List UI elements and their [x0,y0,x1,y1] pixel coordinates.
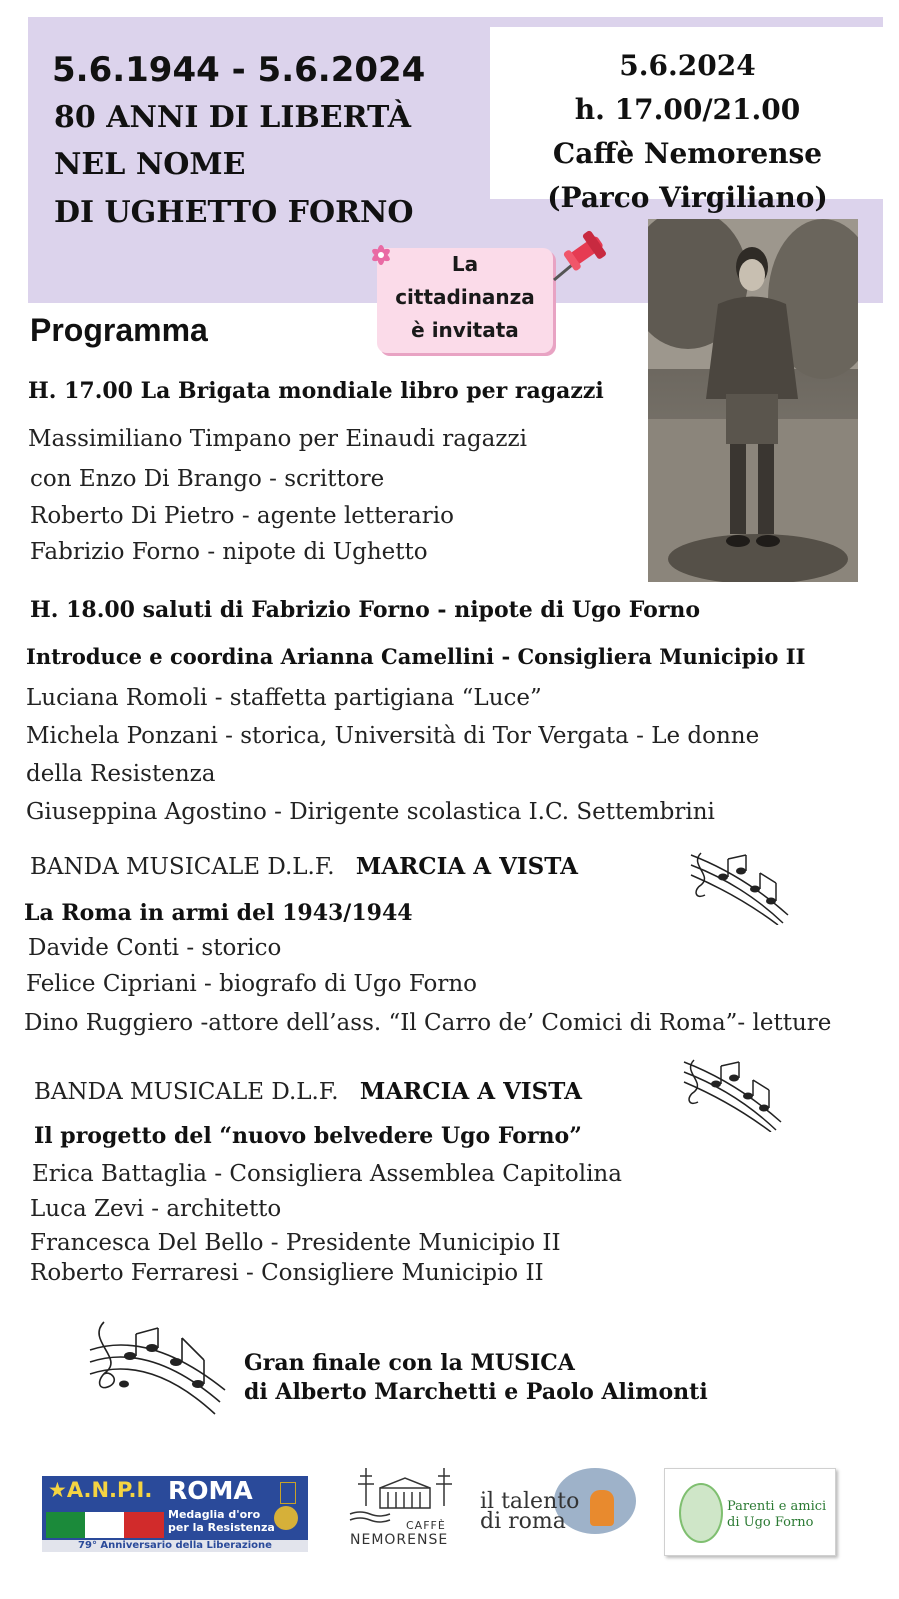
s2-line-2: Michela Ponzani - storica, Università di Tor Vergata - Le donne [26,723,760,749]
caffe-nemorense-logo [346,1466,456,1554]
anpi-star-text: ★A.N.P.I. [48,1478,153,1502]
section-2-heading: H. 18.00 saluti di Fabrizio Forno - nipote di Ugo Forno [30,597,701,623]
invite-line-2: cittadinanza [395,285,535,309]
s3-line-1: Davide Conti - storico [28,935,282,961]
band-2-name: BANDA MUSICALE D.L.F. [34,1079,339,1105]
invite-sticker [377,248,553,353]
s1-line-1: Massimiliano Timpano per Einaudi ragazzi [28,426,527,452]
music-staff-icon [80,1310,235,1420]
cat-icon [590,1490,614,1526]
flower-icon [366,240,396,270]
talento-line-2: di roma [480,1509,566,1534]
band-1-piece: MARCIA A VISTA [355,853,578,880]
s4-line-1: Erica Battaglia - Consigliera Assemblea Capitolina [32,1161,622,1187]
music-notes-icon [683,845,798,925]
s1-line-2: con Enzo Di Brango - scrittore [30,466,385,492]
music-notes-icon-2 [676,1052,791,1132]
talento-di-roma-logo [478,1468,638,1538]
invite-line-3: è invitata [411,318,519,342]
s3-line-3: Dino Ruggiero -attore dell’ass. “Il Carro de’ Comici di Roma”- letture [24,1010,832,1036]
cafe-building-icon [346,1466,456,1524]
band-2-piece: MARCIA A VISTA [359,1078,582,1105]
cafe-name: NEMORENSE [350,1532,449,1548]
section-4-heading: Il progetto del “nuovo belvedere Ugo Forno” [34,1123,582,1149]
event-date: 5.6.2024 [619,49,756,82]
program-title: Programma [30,312,208,348]
parenti-amici-logo [664,1468,836,1556]
date-range: 5.6.1944 - 5.6.2024 [52,50,426,90]
section-1-heading: H. 17.00 La Brigata mondiale libro per ragazzi [28,378,604,404]
cafe-small-label: CAFFÈ [406,1519,446,1532]
invite-line-1: La [451,252,479,276]
event-time: h. 17.00/21.00 [574,93,801,126]
section-3-heading: La Roma in armi del 1943/1944 [24,900,413,926]
finale-line-2: di Alberto Marchetti e Paolo Alimonti [244,1379,708,1405]
title-line-1: 80 ANNI DI LIBERTÀ [54,100,411,135]
anpi-medal-text [168,1508,275,1534]
title-line-2: NEL NOME [54,147,246,182]
s2-line-3: della Resistenza [26,761,216,787]
band-2 [34,1078,582,1105]
talento-text [480,1489,580,1534]
portrait-illustration [648,219,858,582]
s4-line-4: Roberto Ferraresi - Consigliere Municipio II [30,1260,544,1286]
s1-line-4: Fabrizio Forno - nipote di Ughetto [30,539,428,565]
anpi-anniversary: 79° Anniversario della Liberazione [42,1540,308,1552]
parenti-line-2: di Ugo Forno [727,1515,814,1530]
parenti-line-1: Parenti e amici [727,1499,827,1514]
anpi-roma-logo [42,1476,308,1552]
event-info-box [490,27,885,214]
band-1 [30,853,578,880]
talento-line-1: il talento [480,1489,580,1514]
pushpin-icon [548,228,612,286]
italian-flag [46,1512,164,1538]
s1-line-3: Roberto Di Pietro - agente letterario [30,503,454,529]
parenti-text [727,1499,826,1531]
ugo-forno-portrait-icon [679,1483,723,1543]
band-1-name: BANDA MUSICALE D.L.F. [30,854,335,880]
s2-line-1: Luciana Romoli - staffetta partigiana “Luce” [26,685,542,711]
s4-line-3: Francesca Del Bello - Presidente Municipio II [30,1230,561,1256]
event-park: (Parco Virgiliano) [547,181,828,214]
s3-line-2: Felice Cipriani - biografo di Ugo Forno [26,971,478,997]
section-2-subheading: Introduce e coordina Arianna Camellini - Consigliera Municipio II [26,644,806,669]
portrait-photo [648,219,858,582]
anpi-medal-line-2: per la Resistenza [168,1521,275,1534]
anpi-medal-line-1: Medaglia d'oro [168,1508,261,1521]
event-venue: Caffè Nemorense [552,137,823,170]
medal-icon [274,1482,300,1530]
s4-line-2: Luca Zevi - architetto [30,1196,282,1222]
anpi-city: ROMA [168,1476,253,1505]
finale-line-1: Gran finale con la MUSICA [244,1350,575,1376]
s2-line-4: Giuseppina Agostino - Dirigente scolastica I.C. Settembrini [26,799,715,825]
title-line-3: DI UGHETTO FORNO [54,195,414,230]
